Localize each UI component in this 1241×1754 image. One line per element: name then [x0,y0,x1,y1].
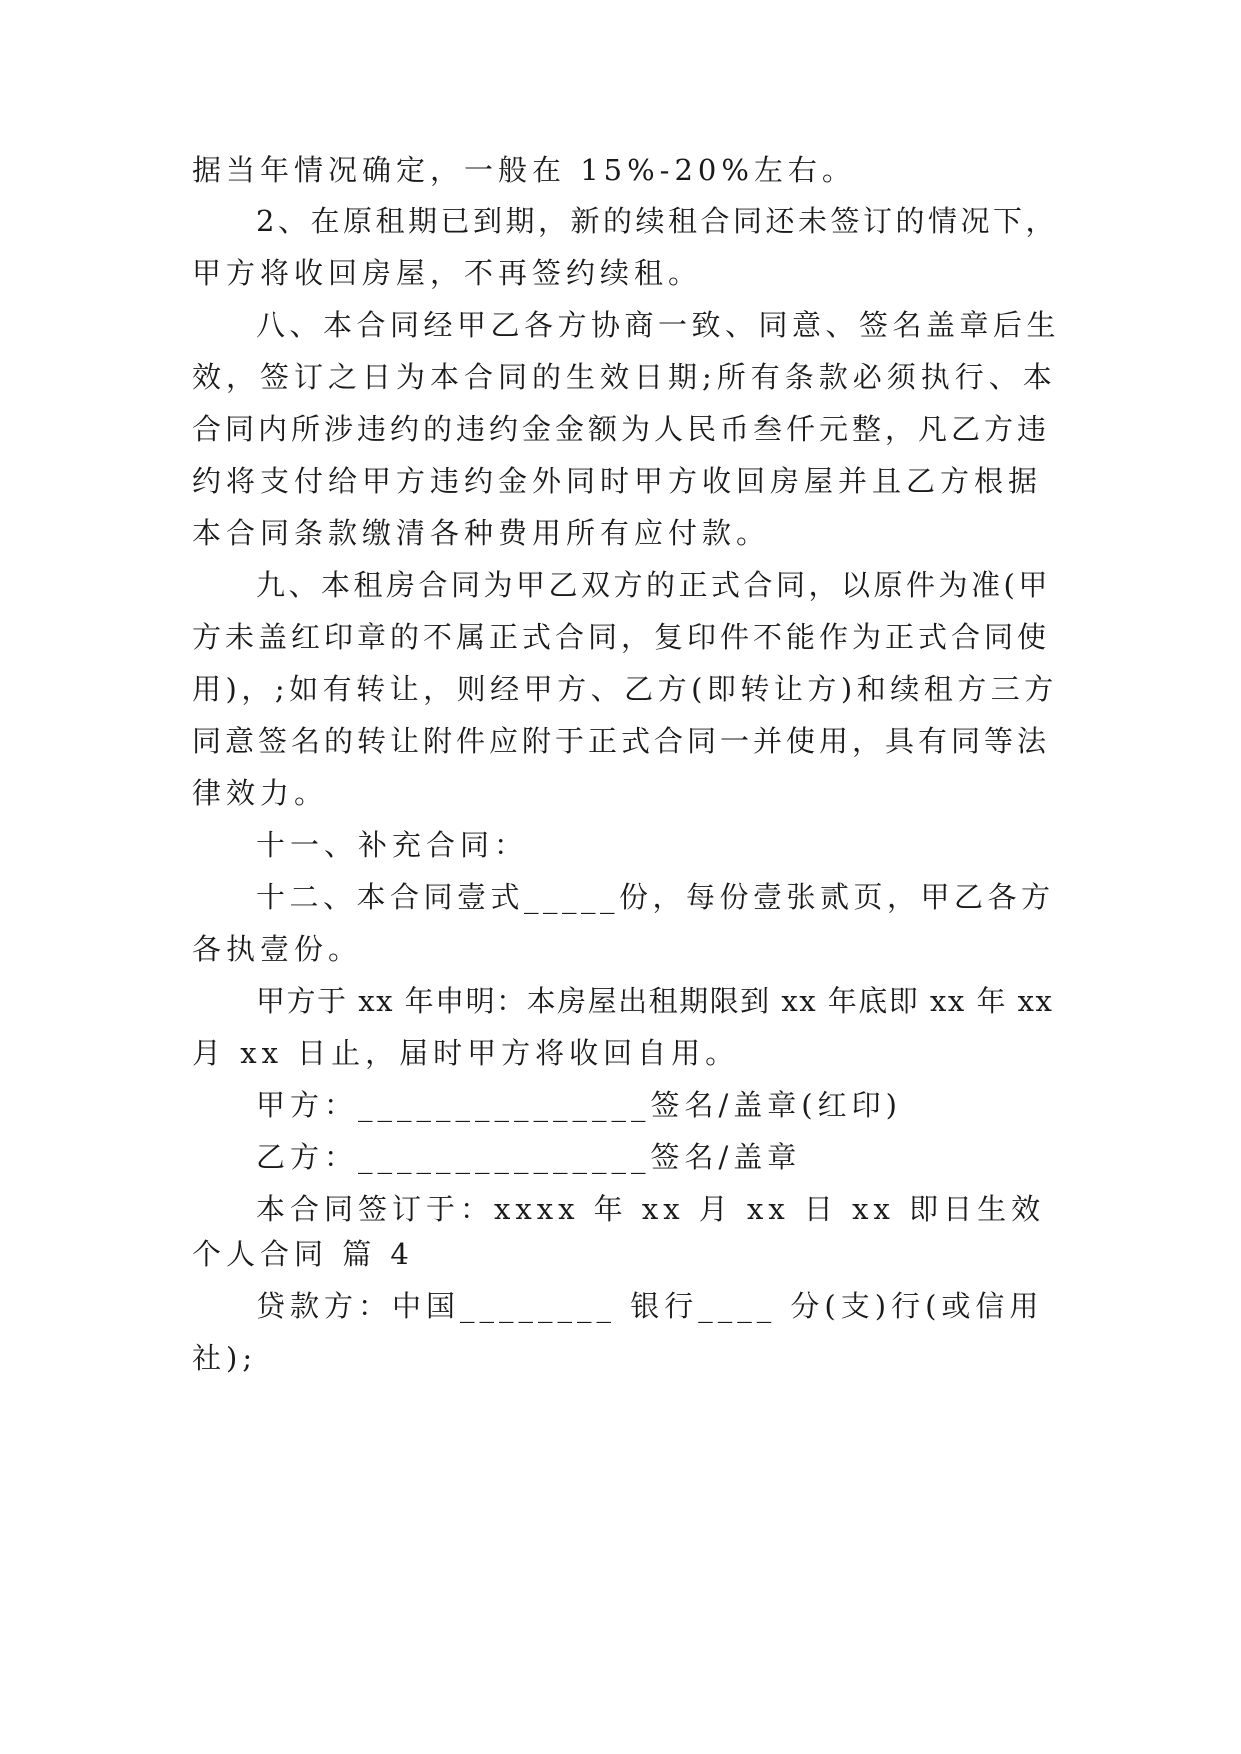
text-line-4: 八、本合同经甲乙各方协商一致、同意、签名盖章后生 [256,308,1061,342]
text-line-17: 甲方于 xx 年申明：本房屋出租期限到 xx 年底即 xx 年 xx [256,984,1054,1018]
text-line-5: 效，签订之日为本合同的生效日期;所有条款必须执行、本 [192,360,1057,394]
text-line-13: 律效力。 [192,776,329,810]
text-line-24: 社); [192,1341,258,1375]
text-line-1: 据当年情况确定，一般在 15%-20%左右。 [192,153,856,187]
text-line-8: 本合同条款缴清各种费用所有应付款。 [192,516,771,550]
text-line-9: 九、本租房合同为甲乙双方的正式合同，以原件为准(甲 [256,568,1051,602]
text-line-14: 十一、补充合同： [256,828,529,862]
text-line-16: 各执壹份。 [192,932,363,966]
text-line-7: 约将支付给甲方违约金外同时甲方收回房屋并且乙方根据 [192,464,1043,498]
text-line-21: 本合同签订于：xxxx 年 xx 月 xx 日 xx 即日生效 [256,1192,1046,1226]
text-line-15: 十二、本合同壹式_____份，每份壹张贰页，甲乙各方 [256,880,1055,914]
text-line-23: 贷款方：中国________ 银行____ 分(支)行(或信用 [256,1289,1044,1323]
text-line-6: 合同内所涉违约的违约金金额为人民币叁仟元整，凡乙方违 [192,412,1051,446]
text-line-10: 方未盖红印章的不属正式合同，复印件不能作为正式合同使 [192,620,1051,654]
text-line-19: 甲方：_______________签名/盖章(红印) [256,1088,902,1122]
text-line-2: 2、在原租期已到期，新的续租合同还未签订的情况下， [256,204,1058,238]
text-line-20: 乙方：_______________签名/盖章 [256,1140,802,1174]
section-heading: 个人合同 篇 4 [192,1237,414,1271]
text-line-3: 甲方将收回房屋，不再签约续租。 [192,256,703,290]
text-line-11: 用)，;如有转让，则经甲方、乙方(即转让方)和续租方三方 [192,672,1058,706]
text-line-12: 同意签名的转让附件应附于正式合同一并使用，具有同等法 [192,724,1051,758]
text-line-18: 月 xx 日止，届时甲方将收回自用。 [192,1036,740,1070]
